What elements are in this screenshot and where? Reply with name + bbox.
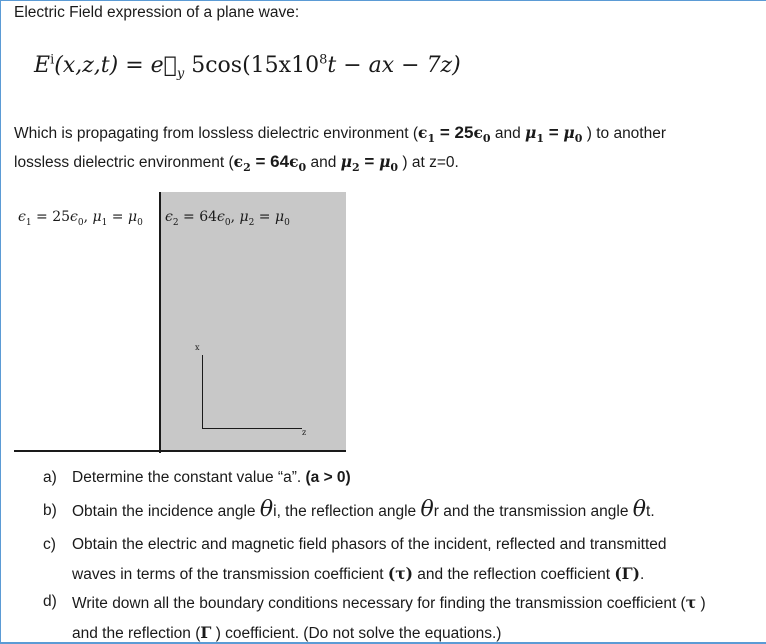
m2-eps: ϵ — [165, 209, 173, 225]
m2-comma: , — [230, 209, 240, 225]
desc1-eq: = — [435, 123, 455, 142]
desc2-end: ) at z=0. — [398, 154, 459, 171]
m1-eps: ϵ — [18, 209, 26, 225]
desc1-mu0: μ — [563, 123, 575, 142]
m1-eps0-sub: 0 — [77, 217, 84, 228]
qb-end: . — [650, 503, 655, 520]
z-axis-label: z — [302, 428, 307, 437]
m1-mu-sub: 1 — [101, 217, 108, 228]
desc2-eq2: = — [359, 152, 380, 171]
m2-mu0: μ — [275, 209, 285, 225]
desc2-val: 64 — [270, 152, 290, 171]
eq-unit-vector: e⃗ — [150, 53, 177, 78]
m2-eps0: ϵ — [217, 209, 225, 225]
m1-mu0: μ — [128, 209, 138, 225]
desc2-eps0: ϵ — [289, 152, 299, 171]
desc1-end: ) to another — [582, 125, 667, 142]
qc-end: . — [640, 566, 645, 583]
qb-t2: , the reflection angle — [276, 503, 421, 520]
question-d-line-1 — [72, 593, 706, 613]
question-c-line-1: Obtain the electric and magnetic field phasors of the incident, reflected and transmitted — [72, 536, 667, 553]
desc1-eps0-sub: 0 — [482, 132, 491, 146]
qa-main: Determine the constant value “a”. — [72, 469, 306, 486]
m2-eq: = 64 — [178, 209, 218, 225]
m2-eps0-sub: 0 — [224, 217, 231, 228]
desc2-eps-sub: 2 — [243, 161, 251, 175]
qb-sub-t: t — [646, 503, 651, 520]
frame-left-border — [0, 0, 1, 644]
desc1-mu-sub: 1 — [536, 132, 545, 146]
eq-args: (x,z,t) = — [54, 53, 151, 78]
desc2-mu-sub: 2 — [352, 161, 360, 175]
qd-l1a: Write down all the boundary conditions necessary for finding the transmission coefficient ( — [72, 595, 686, 612]
qb-sub-i: i — [273, 503, 277, 520]
desc1-mu0-sub: 0 — [574, 132, 583, 146]
qc-l2a: waves in terms of the transmission coefficient — [72, 566, 388, 583]
desc1-text: Which is propagating from lossless dielectric environment ( — [14, 125, 419, 142]
description-line-1 — [14, 123, 666, 145]
eq-sup-8: 8 — [319, 52, 328, 68]
qc-tau: (τ) — [387, 564, 413, 583]
eq-sub-y: y — [176, 66, 185, 82]
m2-mu: μ — [239, 209, 249, 225]
qb-t1: Obtain the incidence angle — [72, 503, 260, 520]
m1-mu0-sub: 0 — [137, 217, 143, 228]
qd-l1-end: ) — [696, 595, 706, 612]
m2-eps-sub: 2 — [172, 217, 179, 228]
qd-l2-end: ) coefficient. (Do not solve the equations.) — [211, 625, 502, 642]
question-d-line-2 — [72, 623, 501, 643]
field-equation — [34, 52, 461, 82]
x-axis-label: x — [195, 343, 200, 352]
z-axis-line — [202, 428, 302, 429]
frame-top-border — [0, 0, 766, 1]
desc1-eps: ϵ — [418, 123, 428, 142]
qb-theta-r: θ — [420, 497, 434, 522]
heading: Electric Field expression of a plane wave: — [14, 4, 300, 21]
question-b-text — [72, 497, 655, 522]
desc2-mu0-sub: 0 — [390, 161, 399, 175]
qb-theta-t: θ — [632, 497, 647, 522]
qb-sub-r: r — [433, 503, 439, 520]
medium-1-label — [18, 209, 143, 228]
m1-eps0: ϵ — [70, 209, 78, 225]
figure-baseline — [14, 450, 346, 452]
eq-E: E — [34, 53, 51, 78]
qc-l2b: and the reflection coefficient — [412, 566, 615, 583]
m2-eq2: = — [254, 209, 275, 225]
desc1-and: and — [490, 125, 526, 142]
m1-comma: , — [83, 209, 93, 225]
desc1-val: 25 — [454, 123, 474, 142]
question-a-text — [72, 469, 351, 487]
question-c-letter: c) — [43, 536, 56, 553]
qa-condition: (a > 0) — [305, 469, 351, 486]
m1-eps-sub: 1 — [25, 217, 32, 228]
desc2-and: and — [306, 154, 341, 171]
interface-boundary-line — [159, 192, 161, 453]
desc2-text: lossless dielectric environment ( — [14, 154, 234, 171]
qd-gamma: Γ — [200, 623, 212, 642]
desc1-eps0: ϵ — [473, 123, 483, 142]
desc2-eps: ϵ — [233, 152, 244, 171]
desc2-mu: μ — [340, 152, 353, 171]
desc1-eps-sub: 1 — [427, 132, 436, 146]
qb-theta-i: θ — [259, 497, 274, 522]
m1-eq: = 25 — [31, 209, 71, 225]
question-a-letter: a) — [43, 469, 57, 486]
m2-mu0-sub: 0 — [284, 217, 290, 228]
qb-t3: and the transmission angle — [438, 503, 633, 520]
x-axis-line — [202, 355, 203, 429]
medium-2-label — [165, 209, 290, 228]
eq-mid: 5cos(15x10 — [184, 53, 320, 78]
m2-mu-sub: 2 — [248, 217, 255, 228]
qd-tau: τ — [685, 593, 697, 612]
m1-mu: μ — [92, 209, 102, 225]
interface-figure — [14, 192, 346, 454]
question-d-letter: d) — [43, 593, 57, 610]
question-b-letter: b) — [43, 502, 57, 519]
desc1-eq2: = — [544, 123, 564, 142]
desc2-eq: = — [250, 152, 271, 171]
desc2-mu0: μ — [379, 152, 391, 171]
medium-2-region — [160, 192, 346, 451]
desc1-mu: μ — [525, 123, 537, 142]
eq-sup-i: i — [50, 52, 55, 68]
qd-l2a: and the reflection ( — [72, 625, 201, 642]
desc2-eps0-sub: 0 — [298, 161, 307, 175]
question-c-line-2 — [72, 564, 644, 584]
m1-eq2: = — [107, 209, 128, 225]
description-line-2 — [14, 152, 459, 174]
eq-tail: t − ax − 7z) — [327, 53, 461, 78]
qc-gamma: (Γ) — [614, 564, 640, 583]
